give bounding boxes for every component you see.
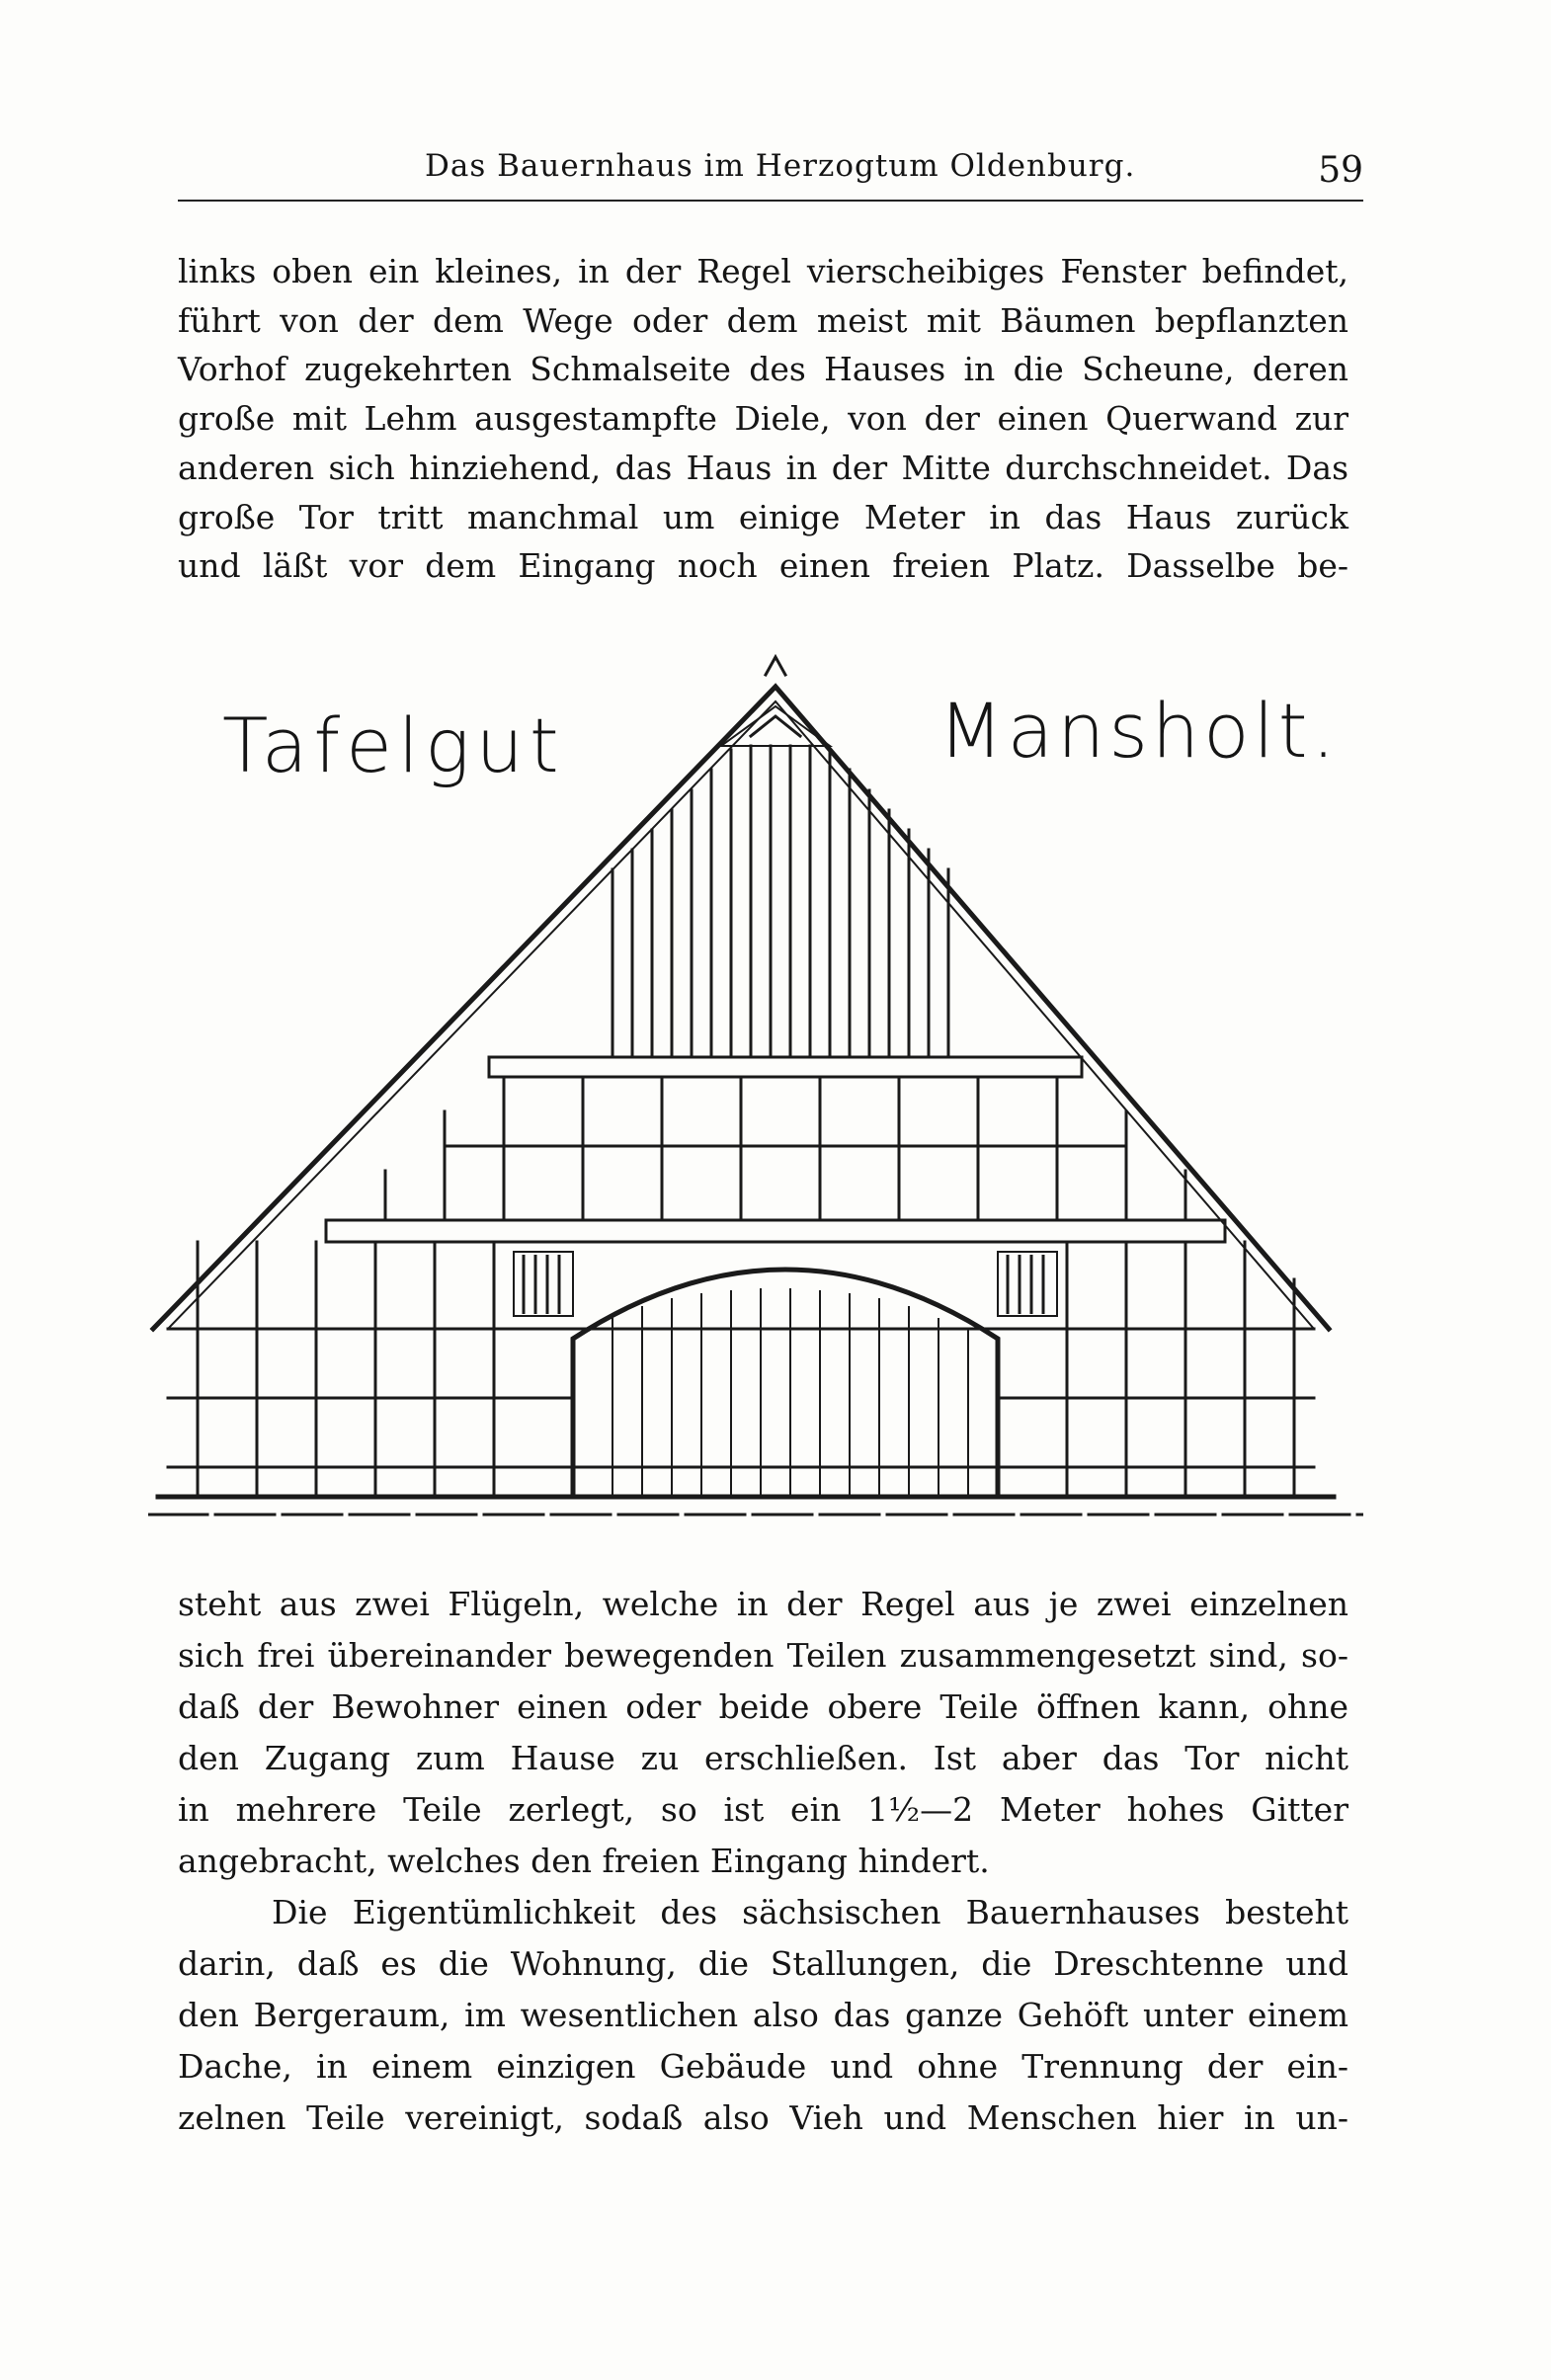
text-line: daß der Bewohner einen oder beide obere Teile öffnen kann, ohne xyxy=(178,1687,1348,1726)
caption-tafelgut: Tafelgut xyxy=(222,701,565,789)
barn-door-arch xyxy=(573,1270,998,1497)
running-title: Das Bauernhaus im Herzogtum Oldenburg. xyxy=(425,148,1136,184)
text-line: führt von der dem Wege oder dem meist mit Bäumen bepflanzten xyxy=(178,300,1348,340)
text-line: Die Eigentümlichkeit des sächsischen Bauernhauses besteht xyxy=(272,1893,1348,1931)
middle-beam xyxy=(326,1220,1225,1242)
text-line: große Tor tritt manchmal um einige Meter in das Haus zurück xyxy=(178,497,1348,536)
page-header xyxy=(178,138,1363,198)
text-line: den Zugang zum Hause zu erschließen. Ist aber das Tor nicht xyxy=(178,1739,1348,1777)
text-line: darin, daß es die Wohnung, die Stallungen, die Dreschtenne und xyxy=(178,1944,1348,1983)
page-number: 59 xyxy=(1318,150,1363,191)
text-line: zelnen Teile vereinigt, sodaß also Vieh und Menschen hier in un- xyxy=(178,2098,1348,2137)
text-block-bottom xyxy=(178,1579,1348,2144)
upper-beam xyxy=(489,1057,1082,1077)
text-line: Vorhof zugekehrten Schmalseite des Hauses in die Scheune, deren xyxy=(178,350,1348,389)
farmhouse-drawing xyxy=(148,647,1363,1566)
text-line: sich frei übereinander bewegenden Teilen zusammengesetzt sind, so- xyxy=(178,1636,1348,1675)
text-block-top xyxy=(178,247,1348,591)
text-line: Dache, in einem einzigen Gebäude und ohne Trennung der ein- xyxy=(178,2047,1348,2086)
upper-frame-posts xyxy=(385,1077,1185,1220)
caption-mansholt: Mansholt. xyxy=(939,687,1340,775)
text-line: große mit Lehm ausgestampfte Diele, von der einen Querwand zur xyxy=(178,399,1348,439)
text-line: angebracht, welches den freien Eingang hindert. xyxy=(178,1842,990,1880)
text-line: steht aus zwei Flügeln, welche in der Regel aus je zwei einzelnen xyxy=(178,1585,1348,1623)
roof-inner-edge xyxy=(168,701,1314,1329)
text-line: den Bergeraum, im wesentlichen also das ganze Gehöft unter einem xyxy=(178,1996,1348,2034)
farmhouse-illustration xyxy=(148,647,1363,1566)
gable-boards xyxy=(612,746,948,1057)
text-line: anderen sich hinziehend, das Haus in der Mitte durchschneidet. Das xyxy=(178,448,1348,487)
lower-frame-posts xyxy=(198,1242,1294,1497)
text-line: und läßt vor dem Eingang noch einen freien Platz. Dasselbe be- xyxy=(178,546,1348,586)
header-rule xyxy=(178,200,1363,202)
text-line: in mehrere Teile zerlegt, so ist ein 1½—2 Meter hohes Gitter xyxy=(178,1790,1348,1829)
roof-outline xyxy=(153,687,1329,1329)
text-line: links oben ein kleines, in der Regel vierscheibiges Fenster befindet, xyxy=(178,252,1348,290)
roof-finial xyxy=(766,657,785,675)
